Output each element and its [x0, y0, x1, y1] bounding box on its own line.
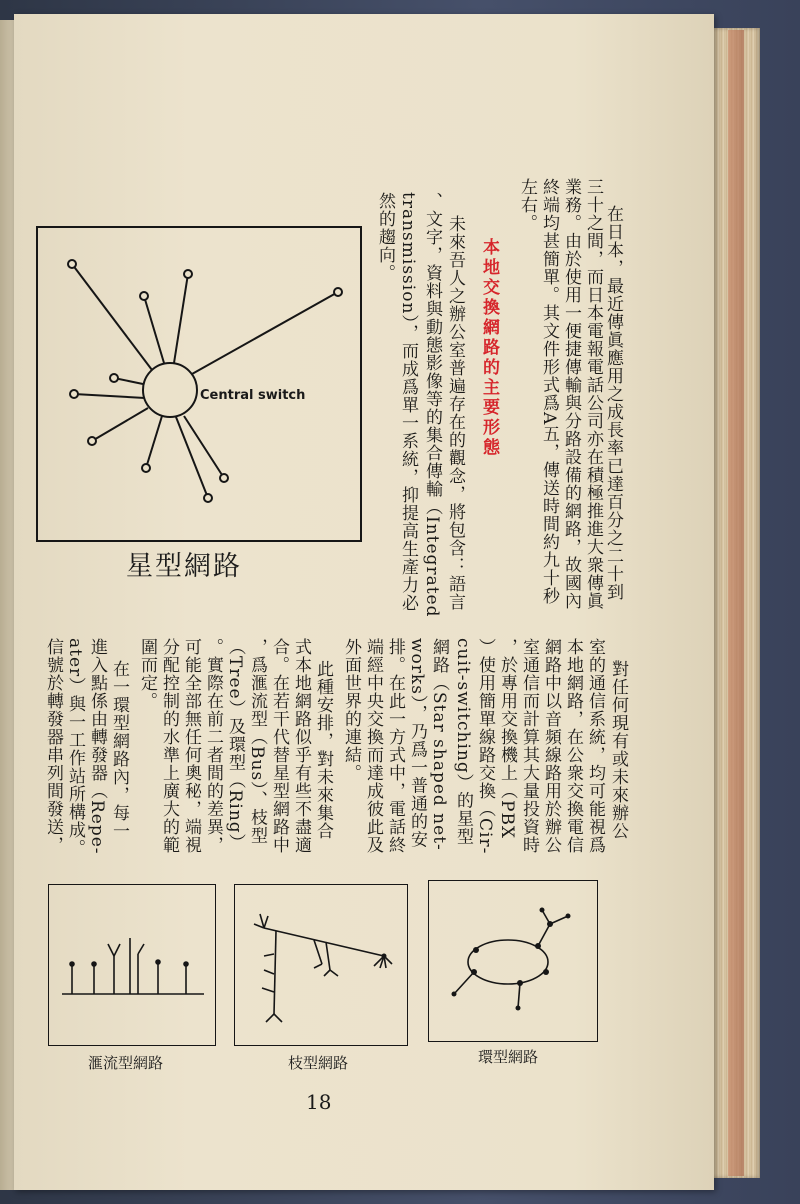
tree-network-diagram [234, 884, 408, 1046]
page-number: 18 [306, 1090, 332, 1114]
bottom-text-col3: 本地網路，在公衆交換電信 [563, 638, 583, 854]
bottom-text-col10: works），乃爲一普通的安 [407, 638, 427, 849]
bottom-text-col7: ）使用簡單線路交換（Cir- [475, 638, 495, 855]
top-text-col1: 在日本，最近傳眞應用之成長率已達百分之二十到 [603, 205, 623, 601]
bottom-text-col4: 網路中以音頻線路用於辦公 [541, 638, 561, 854]
top-text-col5: 左右。 [517, 178, 537, 232]
top-text-col4: 終端均甚簡單。其文件形式爲A五，傳送時間約九十秒 [539, 178, 559, 606]
bottom-text-col1: 對任何現有或未來辦公 [608, 660, 628, 840]
top-text-col6: 未來吾人之辦公室普遍存在的觀念，將包含：語言 [445, 215, 465, 611]
top-text-col2: 三十之間，而日本電報電話公司亦在積極推進大衆傳眞 [583, 178, 603, 610]
top-text-col3: 業務。由於使用一便捷傳輸與分路設備的網路，故國內 [561, 178, 581, 610]
bottom-text-col25: ater）與一工作站所構成。 [65, 638, 85, 858]
tree-network-caption: 枝型網路 [288, 1054, 349, 1072]
bottom-text-col24: 進入點係由轉發器（Repe- [87, 638, 107, 855]
star-network-caption: 星型網路 [126, 551, 242, 582]
ring-network-diagram [428, 880, 598, 1042]
bottom-text-col13: 外面世界的連結。 [341, 638, 361, 782]
bottom-text-col5: 室通信而計算其大量投資時 [519, 638, 539, 854]
bus-network-caption: 滙流型網路 [88, 1054, 164, 1072]
bottom-text-col12: 端經中央交換而達成彼此及 [363, 638, 383, 854]
bottom-text-col19: 。實際在前二者間的差異， [203, 638, 223, 854]
central-switch-label: Central switch [200, 388, 306, 403]
bottom-text-col8: cuit-switching）的星型 [453, 638, 473, 846]
bottom-text-col6: ，於專用交換機上（PBX [497, 638, 517, 840]
bottom-text-col15: 式本地網路似乎有些不盡適 [291, 638, 311, 854]
bottom-text-col21: 分配控制的水準上廣大的範 [159, 638, 179, 854]
bottom-text-col17: ，爲滙流型（Bus）、枝型 [247, 638, 267, 845]
bottom-text-col2: 室的通信系統，均可能視爲 [585, 638, 605, 854]
bottom-text-col22: 圍而定。 [137, 638, 157, 710]
bottom-text-col23: 在一環型網路內，每一 [109, 660, 129, 840]
ring-network-caption: 環型網路 [478, 1048, 539, 1066]
bus-network-diagram [48, 884, 216, 1046]
bottom-text-col14: 此種安排，對未來集合 [313, 660, 333, 840]
top-text-col9: 然的趨向。 [375, 192, 395, 282]
page-stack-shadow [728, 30, 744, 1176]
section-heading: 本地交換網路的主要形態 [479, 238, 499, 458]
bottom-text-col18: （Tree）及環型（Ring） [225, 638, 245, 852]
bottom-text-col26: 信號於轉發器串列間發送， [43, 638, 63, 854]
bottom-text-col11: 排。在此一方式中，電話終 [385, 638, 405, 854]
bottom-text-col16: 合。在若干代替星型網路中 [269, 638, 289, 854]
top-text-col8: transmission），而成爲單一系統，抑提高生產力必 [398, 192, 418, 612]
star-network-diagram [36, 226, 360, 540]
bottom-text-col9: 網路（Star shaped net- [429, 638, 449, 851]
bottom-text-col20: 可能全部無任何奧秘，端視 [181, 638, 201, 854]
top-text-col7: 、文字，資料與動態影像等的集合傳輸（Integrated [422, 192, 442, 618]
